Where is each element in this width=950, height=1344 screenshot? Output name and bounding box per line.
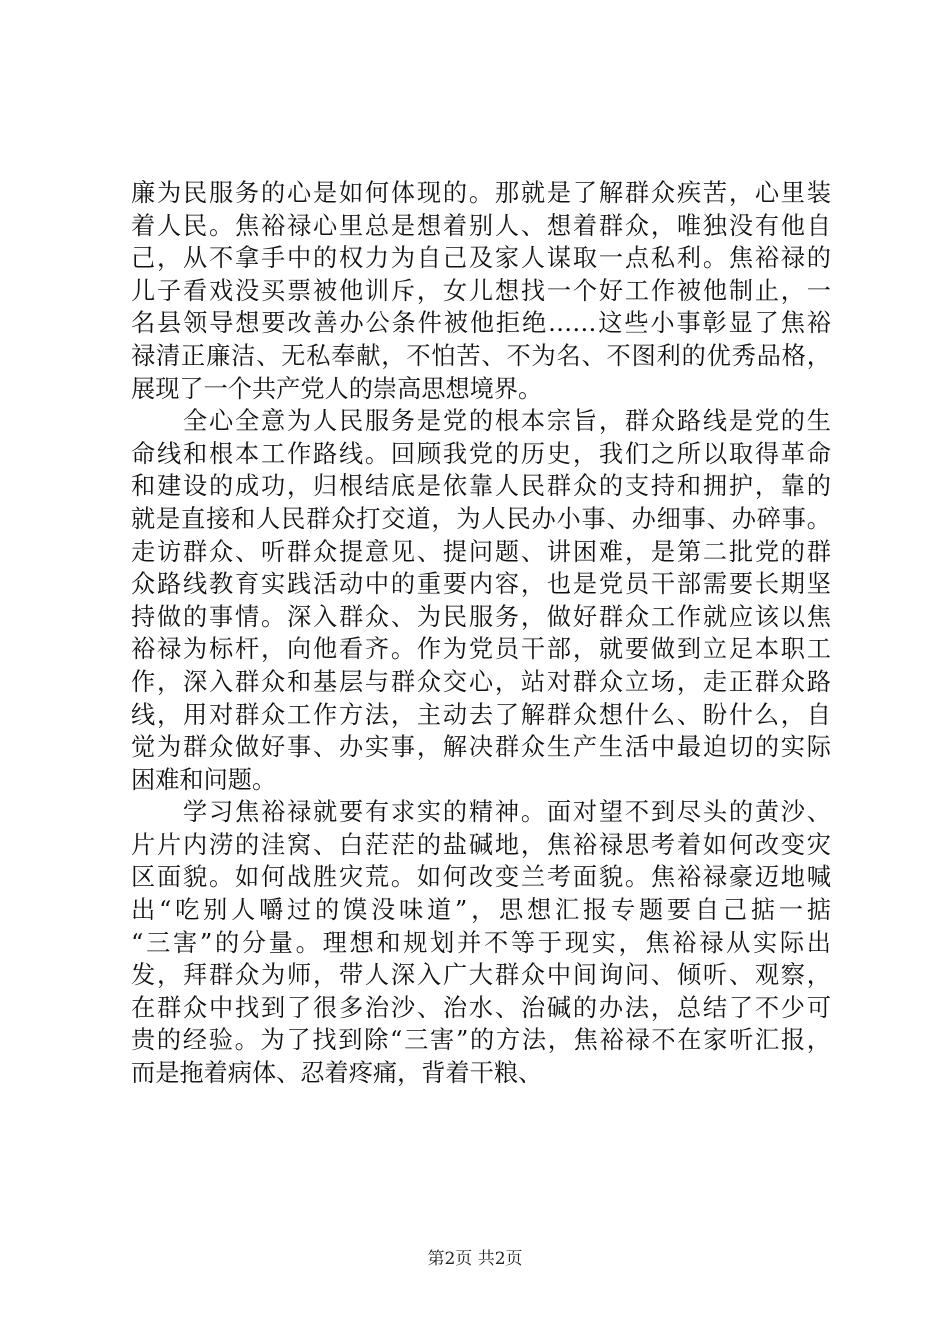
text-line: 儿子看戏没买票被他训斥，女儿想找一个好工作被他制止，一	[131, 276, 831, 305]
text-line: 己，从不拿手中的权力为自己及家人谋取一点私利。焦裕禄的	[131, 244, 831, 273]
text-line: 走访群众、听群众提意见、提问题、讲困难，是第二批党的群	[131, 537, 831, 566]
page-number-label: 第2页 共2页	[427, 1249, 523, 1269]
text-line: 片片内涝的洼窝、白茫茫的盐碱地，焦裕禄思考着如何改变灾	[131, 830, 831, 859]
text-line: 作，深入群众和基层与群众交心，站对群众立场，走正群众路	[131, 667, 831, 696]
text-line: 禄清正廉洁、无私奉献，不怕苦、不为名、不图利的优秀品格，	[131, 341, 831, 370]
text-line: 而是拖着病体、忍着疼痛，背着干粮、	[131, 1059, 543, 1088]
text-line: 和建设的成功，归根结底是依靠人民群众的支持和拥护，靠的	[131, 472, 831, 501]
text-line: 众路线教育实践活动中的重要内容，也是党员干部需要长期坚	[131, 570, 831, 599]
text-line: 裕禄为标杆，向他看齐。作为党员干部，就要做到立足本职工	[131, 635, 831, 664]
text-line: 就是直接和人民群众打交道，为人民办小事、办细事、办碎事。	[131, 504, 831, 533]
text-line: 命线和根本工作路线。回顾我党的历史，我们之所以取得革命	[131, 439, 831, 468]
text-line: 廉为民服务的心是如何体现的。那就是了解群众疾苦，心里装	[131, 179, 831, 207]
text-line: 名县领导想要改善办公条件被他拒绝……这些小事彰显了焦裕	[131, 309, 831, 338]
text-line: 发，拜群众为师，带人深入广大群众中间询问、倾听、观察，	[131, 961, 831, 990]
text-line: 觉为群众做好事、办实事，解决群众生产生活中最迫切的实际	[131, 733, 831, 762]
text-line: 持做的事情。深入群众、为民服务，做好群众工作就应该以焦	[131, 602, 831, 631]
text-line: 区面貌。如何战胜灾荒。如何改变兰考面貌。焦裕禄豪迈地喊	[131, 863, 831, 892]
text-line: 全心全意为人民服务是党的根本宗旨，群众路线是党的生	[131, 407, 831, 436]
text-line: 困难和问题。	[131, 765, 277, 794]
page-footer	[0, 1244, 950, 1269]
text-line: 在群众中找到了很多治沙、治水、治碱的办法，总结了不少可	[131, 993, 831, 1022]
text-line: 学习焦裕禄就要有求实的精神。面对望不到尽头的黄沙、	[131, 798, 831, 827]
text-line: 线，用对群众工作方法，主动去了解群众想什么、盼什么，自	[131, 700, 831, 729]
text-line: 展现了一个共产党人的崇高思想境界。	[131, 374, 543, 403]
text-line: 贵的经验。为了找到除“三害”的方法，焦裕禄不在家听汇报，	[131, 1026, 831, 1055]
text-line: “三害”的分量。理想和规划并不等于现实，焦裕禄从实际出	[131, 928, 831, 957]
text-line: 着人民。焦裕禄心里总是想着别人、想着群众，唯独没有他自	[131, 211, 831, 240]
text-line: 出“吃别人嚼过的馍没味道”，思想汇报专题要自己掂一掂	[131, 896, 831, 925]
body-text	[131, 177, 831, 1090]
